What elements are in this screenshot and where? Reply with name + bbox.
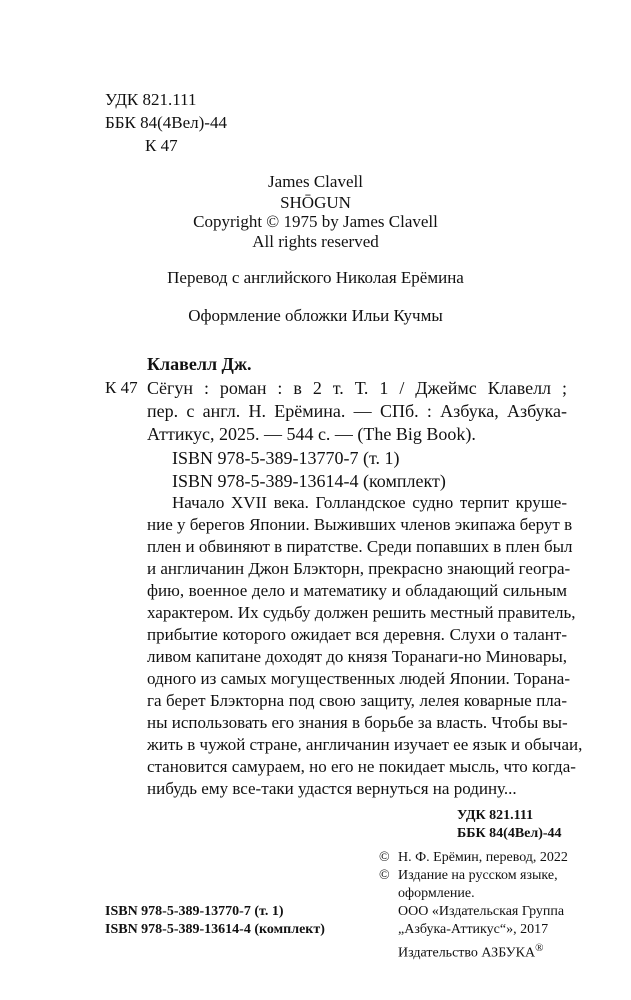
copyright-edition-line: Издание на русском языке,	[398, 868, 558, 883]
publisher-name	[398, 939, 543, 963]
copyright-edition-line: оформление.	[398, 886, 475, 901]
copyright-line: Copyright © 1975 by James Clavell	[193, 212, 438, 231]
record-line: пер. с англ. Н. Ерёмина. — СПб. : Азбука, Азбука-	[147, 401, 567, 421]
record-isbn-volume: ISBN 978-5-389-13770-7 (т. 1)	[172, 448, 400, 468]
copyright-edition-line: ООО «Издательская Группа	[398, 904, 565, 919]
annotation-line: характером. Их судьбу должен решить местный правитель,	[147, 603, 576, 622]
registered-mark: ®	[535, 942, 544, 954]
author-mark: К 47	[145, 136, 178, 155]
annotation-line: прибытие которого ожидает вся деревня. Слухи о талант-	[147, 625, 567, 644]
annotation-line: одного из самых могущественных людей Японии. Торана-	[147, 669, 570, 688]
annotation-line: и англичанин Джон Блэкторн, прекрасно знающий геогра-	[147, 559, 571, 578]
annotation-line: га берет Блэкторна под свою защиту, лелея коварные пла-	[147, 691, 567, 710]
annotation-line: ние у берегов Японии. Выживших членов экипажа берут в	[147, 515, 573, 534]
annotation-line: нибудь ему все-таки удастся вернуться на родину...	[147, 779, 517, 798]
bottom-isbn-volume: ISBN 978-5-389-13770-7 (т. 1)	[105, 904, 284, 919]
bottom-bbk-code: ББК 84(4Вел)-44	[457, 826, 562, 841]
translation-credit: Перевод с английского Николая Ерёмина	[167, 268, 464, 287]
annotation-line: ны использовать его знания в борьбе за власть. Чтобы вы-	[147, 713, 568, 732]
record-line: Сёгун : роман : в 2 т. Т. 1 / Джеймс Клавелл ;	[147, 378, 567, 398]
annotation-line: ливом капитане доходят до князя Торанаги-но Миновары,	[147, 647, 567, 666]
bottom-isbn-set: ISBN 978-5-389-13614-4 (комплект)	[105, 922, 325, 937]
copyright-translation: Н. Ф. Ерёмин, перевод, 2022	[398, 850, 568, 865]
annotation-line: жить в чужой стране, англичанин изучает ее язык и обычаи,	[147, 735, 583, 754]
author-original: James Clavell	[268, 172, 363, 191]
copyright-edition-line: „Азбука-Аттикус“», 2017	[398, 922, 549, 937]
record-author-heading: Клавелл Дж.	[147, 354, 252, 374]
publisher-name-text: Издательство АЗБУКА	[398, 945, 536, 961]
copyright-symbol: ©	[379, 850, 390, 865]
annotation-line: Начало XVII века. Голландское судно терпит круше-	[172, 493, 567, 512]
record-author-mark: К 47	[105, 378, 138, 397]
record-line: Аттикус, 2025. — 544 с. — (The Big Book).	[147, 424, 476, 444]
annotation-line: фию, военное дело и математику и обладающий сильным	[147, 581, 567, 600]
cover-design-credit: Оформление обложки Ильи Кучмы	[188, 306, 443, 325]
title-original: SHŌGUN	[280, 193, 351, 212]
copyright-symbol: ©	[379, 868, 390, 883]
udk-code: УДК 821.111	[105, 90, 197, 109]
record-isbn-set: ISBN 978-5-389-13614-4 (комплект)	[172, 471, 446, 491]
bottom-udk-code: УДК 821.111	[457, 808, 534, 823]
bbk-code: ББК 84(4Вел)-44	[105, 113, 227, 132]
annotation-line: плен и обвиняют в пиратстве. Среди попавших в плен был	[147, 537, 573, 556]
rights-line: All rights reserved	[252, 232, 379, 251]
annotation-line: становится самураем, но его не покидает мысль, что когда-	[147, 757, 576, 776]
